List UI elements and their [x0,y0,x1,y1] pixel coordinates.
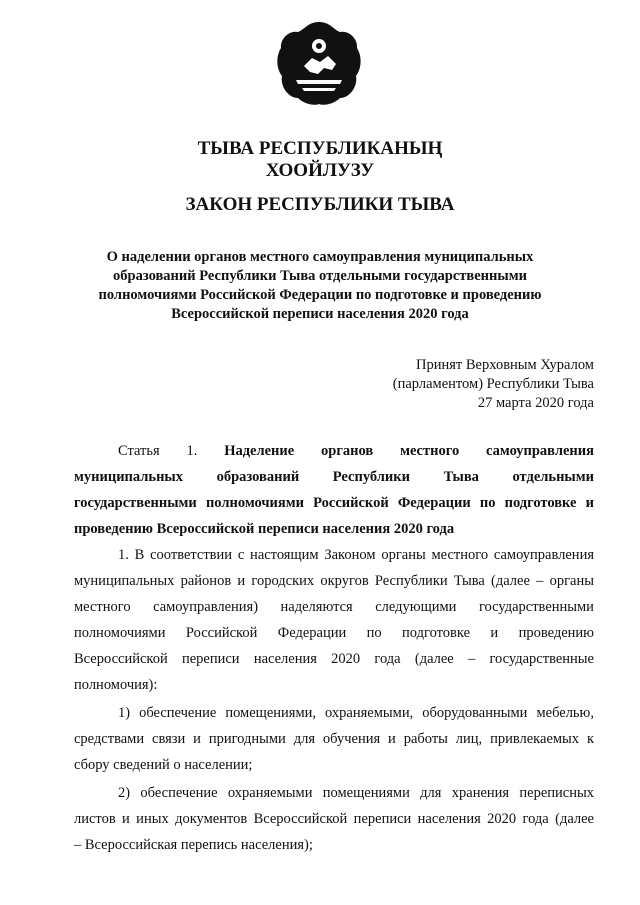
paragraph-line: листов и иных документов Всероссийской переписи населения 2020 года (далее [74,811,594,827]
paragraph-line: средствами связи и пригодными для обучения и работы лиц, привлекаемых к [74,731,594,747]
coat-of-arms-emblem [274,18,364,108]
paragraph-line: 2) обеспечение охраняемыми помещениями для хранения переписных [118,785,594,801]
article-heading-line: государственными полномочиями Российской Федерации по подготовке и [74,495,594,511]
paragraph-line: 1. В соответствии с настоящим Законом органы местного самоуправления [118,547,594,563]
law-subject-line: Всероссийской переписи населения 2020 года [171,306,469,322]
region-name-heading [0,138,640,182]
adoption-line-2: (парламентом) Республики Тыва [392,376,594,392]
paragraph-line: муниципальных районов и городских округов Республики Тыва (далее – органы [74,573,594,589]
paragraph-line: Всероссийской переписи населения 2020 года (далее – государственные [74,651,594,667]
adoption-date: 27 марта 2020 года [477,395,594,411]
paragraph-line: сбору сведений о населении; [74,757,253,773]
adoption-info [393,356,594,413]
law-subject [0,248,640,324]
law-subject-line: образований Республики Тыва отдельными государственными [113,268,527,284]
region-name-line-1: ТЫВА РЕСПУБЛИКАНЫҢ [197,138,443,159]
adoption-line-1: Принят Верховным Хуралом [416,357,594,373]
article-heading-line: муниципальных образований Республики Тыва отдельными [74,469,594,485]
law-subject-line: полномочиями Российской Федерации по подготовке и проведению [98,287,542,303]
paragraph-line: полномочия): [74,677,158,693]
paragraph-line: 1) обеспечение помещениями, охраняемыми, оборудованными мебелью, [118,705,594,721]
article-heading-line: проведению Всероссийской переписи населения 2020 года [74,521,455,537]
paragraph-line: – Всероссийская перепись населения); [74,837,313,853]
region-name-line-2: ХООЙЛУЗУ [265,160,375,181]
paragraph-line: местного самоуправления) наделяются следующими государственными [74,599,594,615]
law-subject-line: О наделении органов местного самоуправления муниципальных [106,249,534,265]
article-heading-line: Статья 1. Наделение органов местного самоуправления [118,443,594,459]
paragraph-line: полномочиями Российской Федерации по подготовке и проведению [74,625,594,641]
law-title: ЗАКОН РЕСПУБЛИКИ ТЫВА [185,194,455,215]
